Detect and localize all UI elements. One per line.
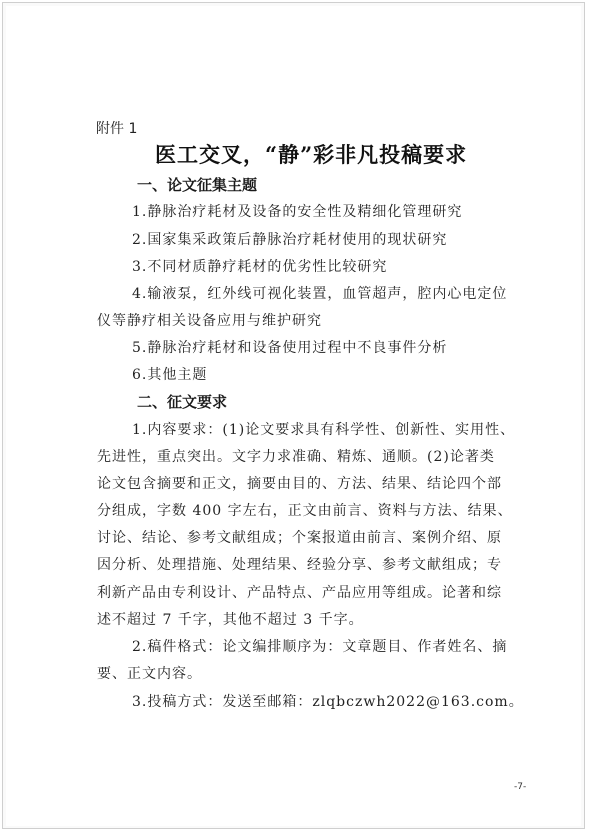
requirement-line: 因分析、处理措施、处理结果、经验分享、参考文献组成；专 <box>97 557 502 573</box>
topic-item-6: 6.其他主题 <box>132 367 208 383</box>
section-heading-topics: 一、论文征集主题 <box>137 176 258 194</box>
topic-item-4: 4.输液泵，红外线可视化装置，血管超声，腔内心电定位 <box>132 286 508 302</box>
page-number: -7- <box>514 782 527 792</box>
topic-item-2: 2.国家集采政策后静脉治疗耗材使用的现状研究 <box>132 232 448 248</box>
requirement-line: 述不超过 7 千字，其他不超过 3 千字。 <box>97 612 364 628</box>
topic-item-1: 1.静脉治疗耗材及设备的安全性及精细化管理研究 <box>132 204 463 220</box>
requirement-line: 讨论、结论、参考文献组成；个案报道由前言、案例介绍、原 <box>97 530 502 546</box>
requirement-line: 分组成，字数 400 字左右，正文由前言、资料与方法、结果、 <box>97 503 513 519</box>
topic-item-5: 5.静脉治疗耗材和设备使用过程中不良事件分析 <box>132 340 448 356</box>
format-requirement-line: 要、正文内容。 <box>97 666 202 682</box>
section-heading-requirements: 二、征文要求 <box>137 393 228 411</box>
attachment-label: 附件 1 <box>96 121 138 137</box>
topic-item-3: 3.不同材质静疗耗材的优劣性比较研究 <box>132 259 388 275</box>
submission-method-line: 3.投稿方式：发送至邮箱：zlqbczwh2022@163.com。 <box>132 694 524 710</box>
topic-item-4-continued: 仪等静疗相关设备应用与维护研究 <box>97 313 322 329</box>
requirement-line: 先进性，重点突出。文字力求准确、精炼、通顺。(2)论著类 <box>97 449 495 465</box>
requirement-line: 论文包含摘要和正文，摘要由目的、方法、结果、结论四个部 <box>97 476 502 492</box>
requirement-line: 利新产品由专利设计、产品特点、产品应用等组成。论著和综 <box>97 585 502 601</box>
document-title: 医工交叉，“静”彩非凡投稿要求 <box>155 142 468 167</box>
format-requirement-line: 2.稿件格式：论文编排顺序为：文章题目、作者姓名、摘 <box>132 639 508 655</box>
requirement-line: 1.内容要求：(1)论文要求具有科学性、创新性、实用性、 <box>132 422 516 438</box>
